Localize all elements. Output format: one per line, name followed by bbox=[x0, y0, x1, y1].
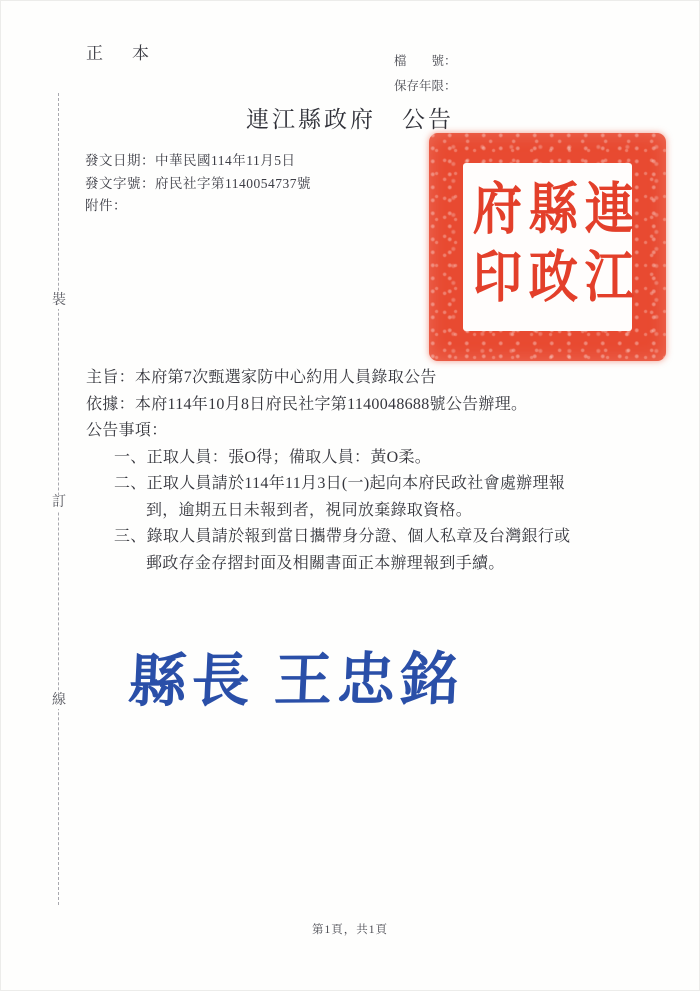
item-2-line-1: 二、正取人員請於114年11月3日(一)起向本府民政社會處辦理報 bbox=[114, 475, 566, 492]
seal-text-column-3: 府印 bbox=[465, 179, 521, 315]
file-info-box bbox=[394, 49, 504, 99]
basis-line: 依據：本府114年10月8日府民社字第1140048688號公告辦理。 bbox=[86, 395, 528, 413]
seal-text-column-1: 連江 bbox=[577, 179, 633, 315]
binding-mark-xian: 線 bbox=[52, 693, 66, 708]
seal-text-column-2: 縣政 bbox=[521, 179, 577, 315]
seal-inner-face bbox=[463, 163, 632, 331]
item-2-line-2: 到，逾期五日未報到者，視同放棄錄取資格。 bbox=[146, 501, 473, 519]
item-3-line-1: 三、錄取人員請於報到當日攜帶身分證、個人私章及台灣銀行或 bbox=[114, 528, 571, 545]
document-title: 連江縣政府 公告 bbox=[246, 107, 454, 132]
file-number-label: 檔 號： bbox=[394, 54, 457, 68]
announcement-item-2 bbox=[114, 471, 631, 524]
binding-mark-zhuang: 裝 bbox=[52, 293, 66, 308]
retention-period-label: 保存年限： bbox=[394, 79, 457, 93]
announcement-body bbox=[86, 365, 631, 577]
document-meta bbox=[85, 150, 311, 218]
announcement-item-1 bbox=[114, 445, 631, 472]
subject-line: 主旨：本府第7次甄選家防中心約用人員錄取公告 bbox=[86, 369, 437, 386]
magistrate-signature: 縣長 王忠銘 bbox=[127, 646, 465, 715]
page-number-footer: 第1頁，共1頁 bbox=[312, 924, 388, 936]
issue-date-line: 發文日期：中華民國114年11月5日 bbox=[85, 153, 296, 168]
binding-mark-ding: 訂 bbox=[52, 495, 66, 510]
announcement-item-3 bbox=[114, 524, 631, 577]
item-1-line-1: 一、正取人員：張O得；備取人員：黃O柔。 bbox=[114, 448, 432, 466]
attachment-line: 附件： bbox=[85, 198, 127, 213]
official-seal bbox=[429, 133, 666, 361]
copy-type-label: 正 本 bbox=[86, 44, 155, 63]
item-3-line-2: 郵政存金存摺封面及相關書面正本辦理報到手續。 bbox=[146, 554, 505, 572]
doc-number-line: 發文字號：府民社字第1140054737號 bbox=[85, 175, 311, 191]
items-header: 公告事項： bbox=[86, 422, 168, 439]
